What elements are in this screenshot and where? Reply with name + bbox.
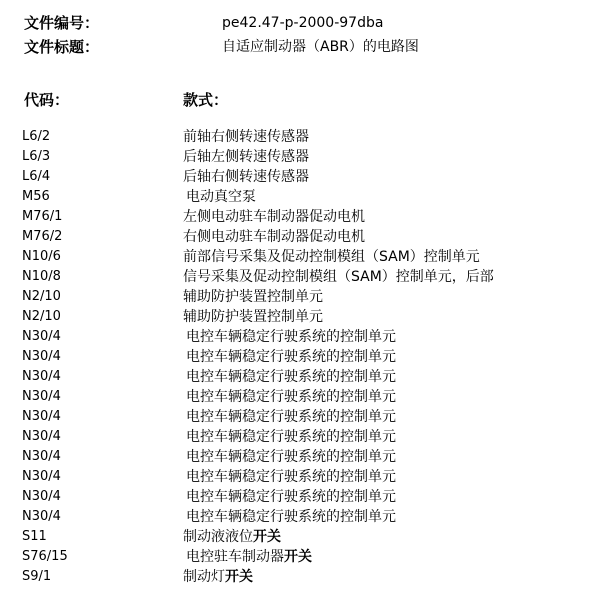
component-code: L6/4 bbox=[22, 169, 51, 184]
table-row bbox=[0, 427, 600, 447]
file-number-row bbox=[24, 13, 99, 33]
component-description: 电控车辆稳定行驶系统的控制单元 bbox=[186, 489, 396, 505]
component-description: 电控车辆稳定行驶系统的控制单元 bbox=[186, 329, 396, 345]
table-row bbox=[0, 247, 600, 267]
component-description: 电控车辆稳定行驶系统的控制单元 bbox=[186, 409, 396, 425]
table-row bbox=[0, 207, 600, 227]
component-list bbox=[0, 127, 600, 587]
description-text: 电控驻车制动器 bbox=[186, 549, 284, 565]
table-row bbox=[0, 467, 600, 487]
table-row bbox=[0, 327, 600, 347]
component-code: N30/4 bbox=[22, 329, 61, 344]
component-description: 前部信号采集及促动控制模组（SAM）控制单元 bbox=[183, 249, 480, 265]
file-title-value: 自适应制动器（ABR）的电路图 bbox=[222, 39, 419, 55]
component-code: N10/8 bbox=[22, 269, 61, 284]
file-title-label: 文件标题： bbox=[24, 38, 100, 56]
component-description: 后轴右侧转速传感器 bbox=[183, 169, 309, 185]
component-description bbox=[186, 547, 312, 567]
description-text: 制动灯 bbox=[183, 569, 225, 585]
table-row bbox=[0, 407, 600, 427]
table-row bbox=[0, 147, 600, 167]
component-description: 前轴右侧转速传感器 bbox=[183, 129, 309, 145]
description-emphasis: 开关 bbox=[225, 569, 253, 585]
component-description: 信号采集及促动控制模组（SAM）控制单元，后部 bbox=[183, 269, 494, 285]
table-row bbox=[0, 267, 600, 287]
component-code: N30/4 bbox=[22, 429, 61, 444]
component-description: 右侧电动驻车制动器促动电机 bbox=[183, 229, 365, 245]
component-code: N30/4 bbox=[22, 409, 61, 424]
component-description: 电控车辆稳定行驶系统的控制单元 bbox=[186, 349, 396, 365]
component-description bbox=[183, 567, 253, 587]
component-code: N30/4 bbox=[22, 369, 61, 384]
component-description: 电控车辆稳定行驶系统的控制单元 bbox=[186, 449, 396, 465]
table-row bbox=[0, 287, 600, 307]
component-description: 左侧电动驻车制动器促动电机 bbox=[183, 209, 365, 225]
table-row bbox=[0, 367, 600, 387]
table-row bbox=[0, 227, 600, 247]
table-row bbox=[0, 547, 600, 567]
table-row bbox=[0, 127, 600, 147]
component-description: 电控车辆稳定行驶系统的控制单元 bbox=[186, 469, 396, 485]
table-row bbox=[0, 487, 600, 507]
table-row bbox=[0, 507, 600, 527]
table-row bbox=[0, 167, 600, 187]
component-description: 辅助防护装置控制单元 bbox=[183, 309, 323, 325]
table-row bbox=[0, 347, 600, 367]
component-code: S9/1 bbox=[22, 569, 52, 584]
component-description: 电控车辆稳定行驶系统的控制单元 bbox=[186, 389, 396, 405]
component-description: 电控车辆稳定行驶系统的控制单元 bbox=[186, 429, 396, 445]
component-code: L6/2 bbox=[22, 129, 51, 144]
component-code: N30/4 bbox=[22, 489, 61, 504]
component-code: S76/15 bbox=[22, 549, 68, 564]
component-code: L6/3 bbox=[22, 149, 51, 164]
file-number-value: pe42.47-p-2000-97dba bbox=[222, 15, 384, 31]
component-code: N30/4 bbox=[22, 349, 61, 364]
description-emphasis: 开关 bbox=[253, 529, 281, 545]
component-description bbox=[183, 527, 281, 547]
component-description: 电控车辆稳定行驶系统的控制单元 bbox=[186, 509, 396, 525]
code-column-header: 代码： bbox=[24, 91, 70, 109]
table-row bbox=[0, 567, 600, 587]
table-row bbox=[0, 387, 600, 407]
component-description: 后轴左侧转速传感器 bbox=[183, 149, 309, 165]
table-row bbox=[0, 187, 600, 207]
model-column-header: 款式： bbox=[183, 91, 229, 109]
file-number-label: 文件编号： bbox=[24, 14, 100, 32]
component-description: 电控车辆稳定行驶系统的控制单元 bbox=[186, 369, 396, 385]
description-text: 制动液液位 bbox=[183, 529, 253, 545]
component-code: N30/4 bbox=[22, 509, 61, 524]
component-code: N2/10 bbox=[22, 289, 61, 304]
description-emphasis: 开关 bbox=[284, 549, 312, 565]
component-code: N2/10 bbox=[22, 309, 61, 324]
table-row bbox=[0, 447, 600, 467]
component-code: N10/6 bbox=[22, 249, 61, 264]
component-code: N30/4 bbox=[22, 389, 61, 404]
component-code: M76/2 bbox=[22, 229, 63, 244]
table-row bbox=[0, 307, 600, 327]
table-row bbox=[0, 527, 600, 547]
component-code: S11 bbox=[22, 529, 47, 544]
component-code: M76/1 bbox=[22, 209, 63, 224]
file-title-row bbox=[24, 37, 99, 57]
component-code: N30/4 bbox=[22, 469, 61, 484]
component-code: M56 bbox=[22, 189, 50, 204]
component-description: 辅助防护装置控制单元 bbox=[183, 289, 323, 305]
component-description: 电动真空泵 bbox=[186, 189, 256, 205]
component-code: N30/4 bbox=[22, 449, 61, 464]
